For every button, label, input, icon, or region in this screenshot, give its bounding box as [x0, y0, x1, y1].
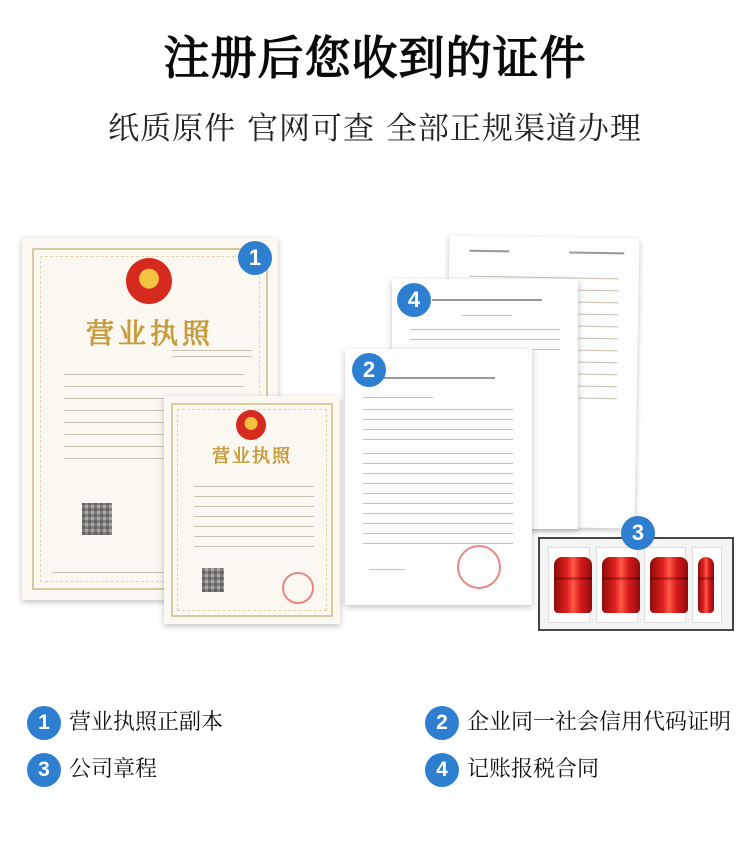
- legend-label: 记账报税合同: [467, 757, 600, 782]
- company-seal-icon: [602, 557, 640, 613]
- certificate-text-line: [363, 397, 433, 398]
- contract-text-line: [410, 329, 560, 330]
- certificate-text-line: [363, 439, 513, 440]
- page-subtitle: 纸质原件 官网可查 全部正规渠道办理: [108, 111, 642, 147]
- certificate-text-line: [363, 463, 513, 464]
- credit-code-certificate: [345, 349, 532, 605]
- certificate-title-line: [383, 377, 495, 379]
- legend-number: 1: [27, 706, 61, 740]
- license-title: 营业执照: [85, 317, 214, 350]
- badge-3: 3: [621, 516, 655, 550]
- license-copy-text-line: [194, 526, 314, 527]
- national-emblem-icon: [126, 258, 172, 304]
- company-seal-icon: [554, 557, 592, 613]
- license-copy-text-line: [194, 486, 314, 487]
- certificate-text-line: [363, 503, 513, 504]
- company-seal-icon: [698, 557, 714, 613]
- certificate-text-line: [363, 483, 513, 484]
- qr-code: [82, 503, 112, 535]
- badge-1: 1: [238, 241, 272, 275]
- page-title: 注册后您收到的证件: [163, 31, 587, 85]
- license-text-line: [64, 386, 244, 387]
- company-seal-box: [538, 537, 734, 631]
- license-text-line: [172, 350, 252, 351]
- red-stamp: [457, 545, 501, 589]
- legend-label: 企业同一社会信用代码证明: [467, 710, 732, 735]
- badge-2: 2: [352, 353, 386, 387]
- national-emblem-icon: [236, 410, 266, 440]
- certificate-text-line: [363, 533, 513, 534]
- license-copy-text-line: [194, 516, 314, 517]
- legend-number: 4: [425, 753, 459, 787]
- contract-title-line: [432, 299, 542, 301]
- contract-text-line: [462, 315, 512, 316]
- license-copy-text-line: [194, 496, 314, 497]
- license-copy-text-line: [194, 536, 314, 537]
- red-stamp: [282, 572, 314, 604]
- legend-number: 2: [425, 706, 459, 740]
- contract-header-line: [569, 251, 624, 254]
- company-seal-icon: [650, 557, 688, 613]
- license-text-line: [172, 356, 252, 357]
- contract-text-line: [410, 339, 560, 340]
- certificate-text-line: [363, 523, 513, 524]
- legend-label: 公司章程: [69, 757, 158, 782]
- certificate-text-line: [363, 493, 513, 494]
- legend-label: 营业执照正副本: [69, 710, 224, 735]
- license-text-line: [64, 374, 244, 375]
- legend-number: 3: [27, 753, 61, 787]
- business-license-copy: [164, 396, 340, 624]
- license-copy-text-line: [194, 506, 314, 507]
- contract-header-line: [469, 250, 509, 253]
- badge-4: 4: [397, 283, 431, 317]
- certificate-text-line: [363, 473, 513, 474]
- qr-code: [202, 568, 224, 592]
- license-copy-text-line: [194, 546, 314, 547]
- license-copy-title: 营业执照: [212, 446, 292, 467]
- certificate-text-line: [363, 513, 513, 514]
- certificate-text-line: [363, 419, 513, 420]
- certificate-text-line: [363, 453, 513, 454]
- certificate-text-line: [363, 429, 513, 430]
- certificate-signature-line: [369, 569, 405, 570]
- certificate-text-line: [363, 543, 513, 544]
- certificate-text-line: [363, 409, 513, 410]
